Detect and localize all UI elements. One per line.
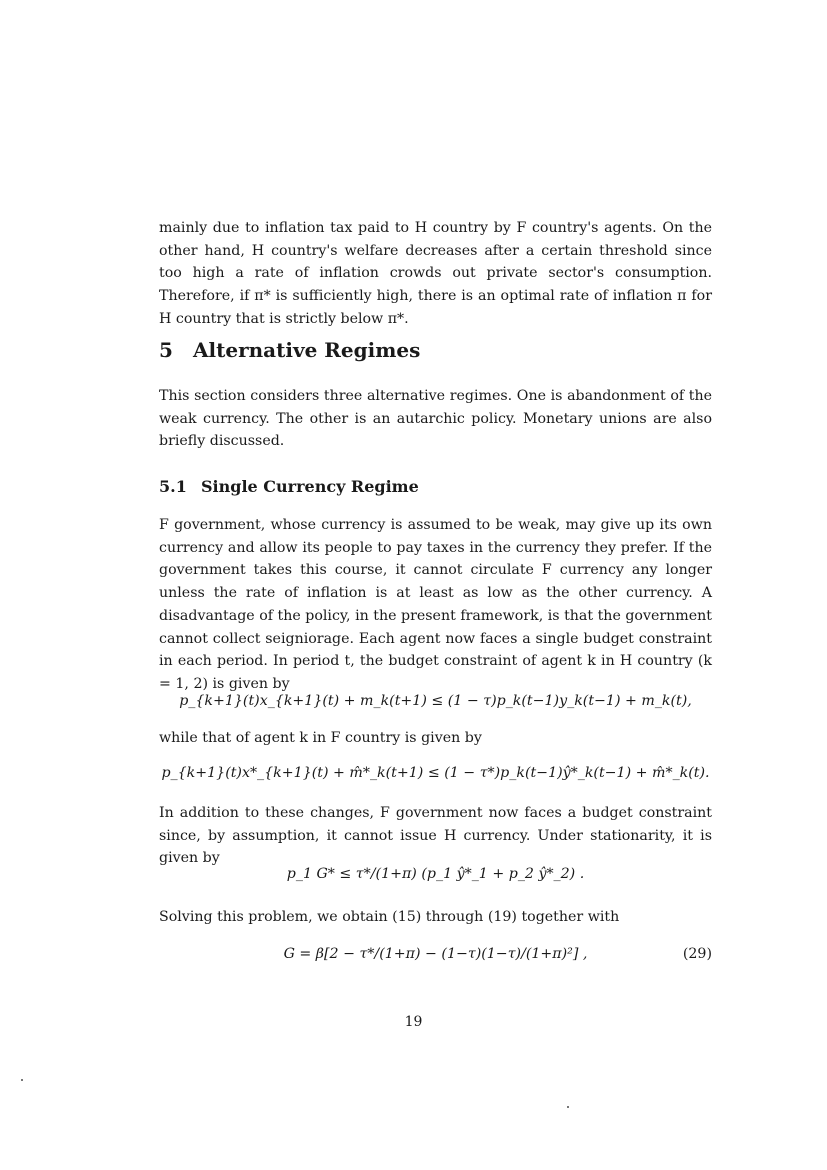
equation-budget-f: p_{k+1}(t)x*_{k+1}(t) + m̂*_k(t+1) ≤ (1 − τ*)p_k(t−1)ŷ*_k(t−1) + m̂*_k(t). [161,765,710,781]
equation-government-budget: p_1 G* ≤ τ*/(1+π) (p_1 ŷ*_1 + p_2 ŷ*_2) . [286,866,585,882]
scan-speck [567,1106,569,1108]
paragraph-intro: mainly due to inflation tax paid to H country by F country's agents. On the other hand, H country's welfare decreases after a certain threshold since too high a rate of inflation crowds out private sector's consumption. Therefore, if π* is sufficiently high, there is an optimal rate of inflation π for H country that is strictly below π*. [159,220,712,327]
section-title: Alternative Regimes [193,338,421,362]
paragraph-budget-f-intro: while that of agent k in F country is given by [159,730,482,746]
section-heading [159,338,420,362]
scan-speck [21,1079,23,1081]
page-number: 19 [404,1014,423,1030]
paragraph-government-constraint: In addition to these changes, F government now faces a budget constraint since, by assumption, it cannot issue H currency. Under stationarity, it is given by [159,805,712,867]
paragraph-single-currency: F government, whose currency is assumed to be weak, may give up its own currency and allow its people to pay taxes in the currency they prefer. If the government takes this course, it cannot circulate F currency any longer unless the rate of inflation is at least as low as the other currency. A disadvantage of the policy, in the present framework, is that the government cannot collect seigniorage. Each agent now faces a single budget constraint in each period. In period t, the budget constraint of agent k in H country (k = 1, 2) is given by [159,517,712,692]
equation-number: (29) [682,946,712,962]
section-number: 5 [159,338,173,362]
paragraph-section-intro: This section considers three alternative regimes. One is abandonment of the weak currency. The other is an autarchic policy. Monetary unions are also briefly discussed. [159,388,712,450]
paragraph-solution: Solving this problem, we obtain (15) through (19) together with [159,909,620,925]
equation-budget-h: p_{k+1}(t)x_{k+1}(t) + m_k(t+1) ≤ (1 − τ)p_k(t−1)y_k(t−1) + m_k(t), [179,693,692,709]
equation-g: G = β[2 − τ*/(1+π) − (1−τ)(1−τ)/(1+π)²] , [283,946,588,962]
subsection-number: 5.1 [159,477,187,496]
subsection-heading [159,477,419,496]
subsection-title: Single Currency Regime [201,477,419,496]
